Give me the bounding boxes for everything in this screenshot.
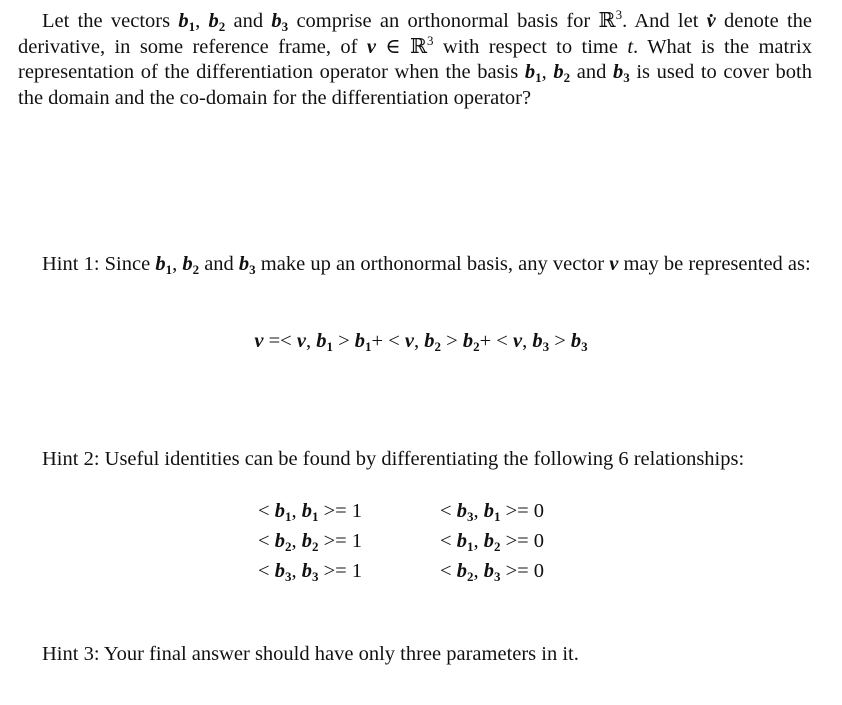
vector-symbol: $b_1$	[301, 500, 319, 524]
vector-symbol: $b_3$	[532, 330, 550, 354]
basis-expansion-equation: v =< v, $b_1 > b_1+ < v$, $b_2 > b_2+ < v$, $b_3 > b_3$	[254, 330, 588, 354]
superscript: 3	[427, 32, 434, 48]
vector-symbol: v	[609, 253, 619, 275]
vector-symbol: $b_3$	[612, 61, 630, 85]
vector-symbol: $b_2$	[456, 560, 474, 584]
vector-symbol: $b_2$	[301, 530, 319, 554]
vector-symbol: $b_2$	[208, 10, 226, 34]
vector-symbol: v	[512, 330, 523, 352]
vector-symbol: $b_1$	[524, 61, 542, 85]
vector-symbol: $b_1$	[354, 330, 372, 354]
vector-symbol: $b_3$	[238, 253, 256, 277]
identity: < $b_1$, $b_1 >= 1$	[258, 500, 363, 524]
vector-symbol: $b_1$	[274, 500, 292, 524]
superscript: 3	[615, 7, 623, 23]
vector-symbol: v	[404, 330, 415, 352]
identity: < $b_2$, $b_2 >= 1$	[258, 530, 363, 554]
vector-symbol: $b_3$	[271, 10, 289, 34]
vector-symbol: $b_2$	[483, 530, 501, 554]
vector-symbol: v	[254, 330, 264, 352]
vector-symbol: $b_2$	[462, 330, 480, 354]
vector-symbol: $b_2$	[553, 61, 571, 85]
vector-symbol: $b_3$	[274, 560, 292, 584]
identity: < $b_1$, $b_2 >= 0$	[440, 530, 545, 554]
vector-symbol: v	[296, 330, 306, 352]
vector-symbol: $b_1$	[316, 330, 333, 354]
vector-symbol: $b_3$	[570, 330, 588, 354]
hint-1: Hint 1: Since $b_1$, $b_2$ and $b_3$ make up an orthonormal basis, any vector v may be represented as:	[42, 253, 811, 277]
vector-symbol: v	[366, 35, 376, 58]
vector-symbol: $b_1$	[456, 530, 474, 554]
identity: < $b_2$, $b_3 >= 0$	[440, 560, 545, 584]
vector-symbol: $b_3$	[456, 500, 474, 524]
identity: < $b_3$, $b_3 >= 1$	[258, 560, 363, 584]
vector-symbol: $b_2$	[274, 530, 292, 554]
vector-symbol: $b_3$	[301, 560, 319, 584]
vector-symbol: v̇	[706, 10, 716, 32]
vector-symbol: $b_1$	[178, 10, 196, 34]
question-text: Let the vectors $b_1$, $b_2$ and $b_3$ comprise an orthonormal basis for ℝ$^3$. And let v̇ denote the derivative, in some reference frame, of v ∈ ℝ$^3$ with respect to time t. What is the matrix representation of the differentiation operator when the basis $b_1$, $b_2$ and $b_3$ is used to cover both the domain and the co-domain for the differentiation operator?	[18, 7, 812, 109]
hint-2: Hint 2: Useful identities can be found by differentiating the following 6 relationships:	[42, 448, 745, 470]
vector-symbol: $b_1$	[483, 500, 501, 524]
vector-symbol: $b_3$	[483, 560, 501, 584]
math-variable: t	[627, 35, 634, 58]
hint-3: Hint 3: Your final answer should have only three parameters in it.	[42, 643, 579, 665]
vector-symbol: $b_2$	[424, 330, 442, 354]
vector-symbol: $b_1$	[155, 253, 173, 277]
identity: < $b_3$, $b_1 >= 0$	[440, 500, 545, 524]
vector-symbol: $b_2$	[182, 253, 200, 277]
